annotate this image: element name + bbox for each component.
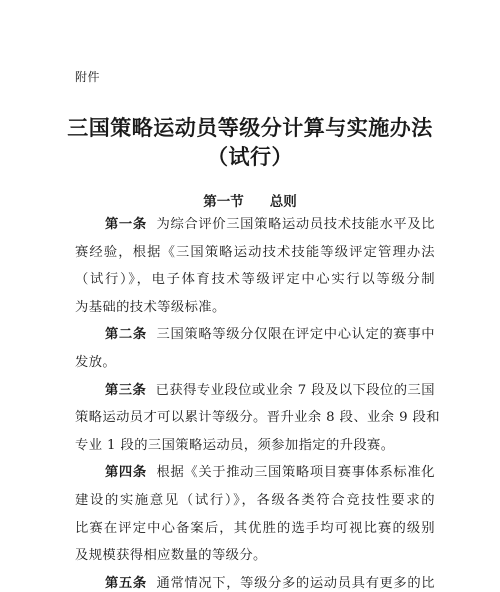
document-title: 三国策略运动员等级分计算与实施办法 <box>67 115 433 140</box>
article-1-line-3: （试行）》，电子体育技术等级评定中心实行以等级分制 <box>75 272 435 288</box>
article-2-line-2: 发放。 <box>75 355 117 370</box>
article-1-line-2: 赛经验，根据《三国策略运动技术技能等级评定管理办法 <box>75 244 435 260</box>
article-label: 第五条 <box>105 575 147 591</box>
article-text: 三国策略等级分仅限在评定中心认定的赛事中 <box>156 327 435 343</box>
article-5-line-1 <box>75 576 435 592</box>
article-text: 根据《关于推动三国策略项目赛事体系标准化 <box>156 465 435 481</box>
section-name: 总则 <box>269 194 297 210</box>
attachment-label: 附件 <box>75 70 101 84</box>
article-label: 第四条 <box>105 465 147 481</box>
article-4-line-1 <box>75 465 435 481</box>
article-1-line-1 <box>75 217 435 233</box>
article-text: 通常情况下，等级分多的运动员具有更多的比 <box>156 575 435 591</box>
article-label: 第二条 <box>105 327 147 343</box>
article-2-line-1 <box>75 327 435 343</box>
article-4-line-2: 建设的实施意见（试行）》，各级各类符合竞技性要求的 <box>75 493 435 508</box>
article-text: 为综合评价三国策略运动员技术技能水平及比 <box>156 217 435 232</box>
section-heading <box>0 190 500 210</box>
article-4-line-3: 比赛在评定中心备案后，其优胜的选手均可视比赛的级别 <box>75 520 435 536</box>
article-label: 第三条 <box>105 382 147 398</box>
article-label: 第一条 <box>105 217 147 232</box>
section-number: 第一节 <box>203 194 244 210</box>
document-title-suffix: （试行） <box>207 144 293 169</box>
article-1-line-4: 为基础的技术等级标准。 <box>75 299 226 315</box>
article-3-line-2: 策略运动员才可以累计等级分。晋升业余 8 段、业余 9 段和 <box>75 410 440 426</box>
article-3-line-3: 专业 1 段的三国策略运动员，须参加指定的升段赛。 <box>75 437 395 453</box>
article-4-line-4: 及规模获得相应数量的等级分。 <box>75 548 267 564</box>
article-3-line-1 <box>75 383 435 399</box>
article-text: 已获得专业段位或业余 7 段及以下段位的三国 <box>155 382 435 398</box>
